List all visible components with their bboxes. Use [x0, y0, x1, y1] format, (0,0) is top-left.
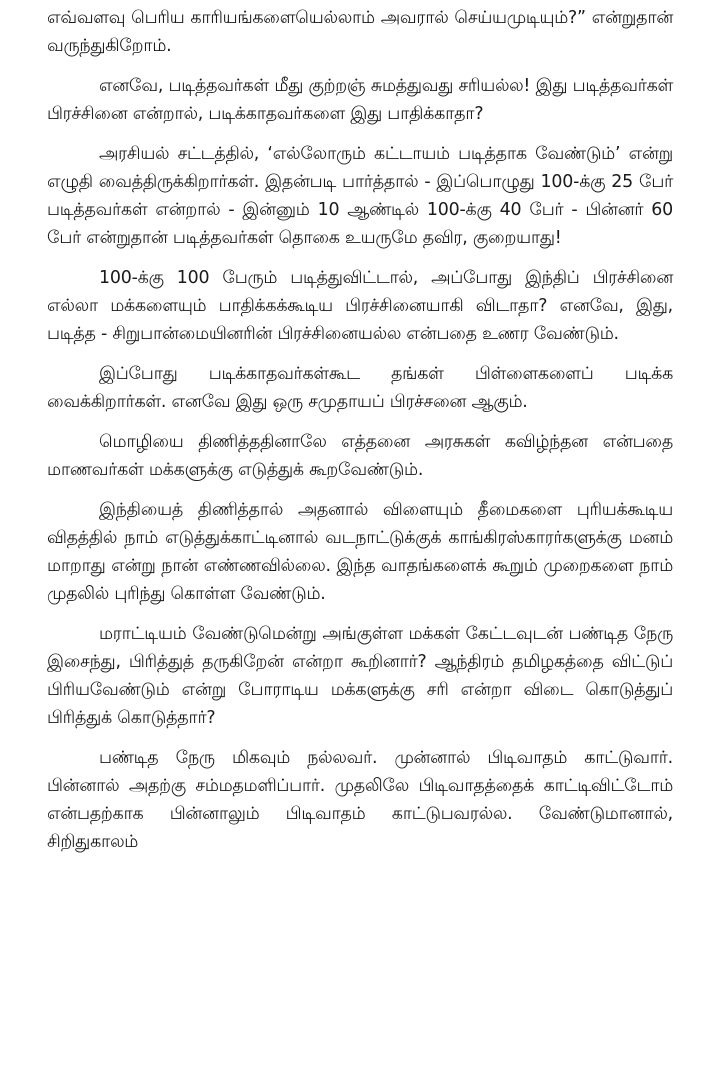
paragraph-9: பண்டித நேரு மிகவும் நல்லவர். முன்னால் பிடிவாதம் காட்டுவார். பின்னால் அதற்கு சம்மதமளிப்பார். முதலிலே பிடிவாதத்தைக் காட்டிவிட்டோம் என்பதற்காக பின்னாலும் பிடிவாதம் காட்டுபவரல்ல. வேண்டுமானால், சிறிதுகாலம்: [47, 748, 673, 852]
paragraph-6: மொழியை திணித்ததினாலே எத்தனை அரசுகள் கவிழ்ந்தன என்பதை மாணவர்கள் மக்களுக்கு எடுத்துக் கூறவேண்டும்.: [47, 432, 673, 480]
paragraph-3: அரசியல் சட்டத்தில், ‘எல்லோரும் கட்டாயம் படித்தாக வேண்டும்’ என்று எழுதி வைத்திருக்கிறார்கள். இதன்படி பார்த்தால் - இப்பொழுது 100-க்கு 25 பேர் படித்தவர்கள் என்றால் - இன்னும் 10 ஆண்டில் 100-க்கு 40 பேர் - பின்னர் 60 பேர் என்றுதான் படித்தவர்கள் தொகை உயருமே தவிர, குறையாது!: [47, 144, 673, 248]
paragraph-2: எனவே, படித்தவர்கள் மீது குற்றஞ் சுமத்துவது சரியல்ல! இது படித்தவர்கள் பிரச்சினை என்றால், படிக்காதவர்களை இது பாதிக்காதா?: [47, 76, 673, 124]
paragraph-7: இந்தியைத் திணித்தால் அதனால் விளையும் தீமைகளை புரியக்கூடிய விதத்தில் நாம் எடுத்துக்காட்டினால் வடநாட்டுக்குக் காங்கிரஸ்காரர்களுக்கு மனம் மாறாது என்று நான் எண்ணவில்லை. இந்த வாதங்களைக் கூறும் முறைகளை நாம் முதலில் புரிந்து கொள்ள வேண்டும்.: [47, 500, 673, 604]
paragraph-4: 100-க்கு 100 பேரும் படித்துவிட்டால், அப்போது இந்திப் பிரச்சினை எல்லா மக்களையும் பாதிக்கக்கூடிய பிரச்சினையாகி விடாதா? எனவே, இது, படித்த - சிறுபான்மையினரின் பிரச்சினையல்ல என்பதை உணர வேண்டும்.: [47, 268, 673, 344]
paragraph-8: மராட்டியம் வேண்டுமென்று அங்குள்ள மக்கள் கேட்டவுடன் பண்டித நேரு இசைந்து, பிரித்துத் தருகிறேன் என்றா கூறினார்? ஆந்திரம் தமிழகத்தை விட்டுப் பிரியவேண்டும் என்று போராடிய மக்களுக்கு சரி என்றா விடை கொடுத்துப் பிரித்துக் கொடுத்தார்?: [47, 624, 673, 728]
document-page: [47, 4, 673, 868]
paragraph-5: இப்போது படிக்காதவர்கள்கூட தங்கள் பிள்ளைகளைப் படிக்க வைக்கிறார்கள். எனவே இது ஒரு சமுதாயப் பிரச்சனை ஆகும்.: [47, 364, 673, 412]
paragraph-1: எவ்வளவு பெரிய காரியங்களையெல்லாம் அவரால் செய்யமுடியும்?” என்றுதான் வருந்துகிறோம்.: [47, 8, 673, 56]
